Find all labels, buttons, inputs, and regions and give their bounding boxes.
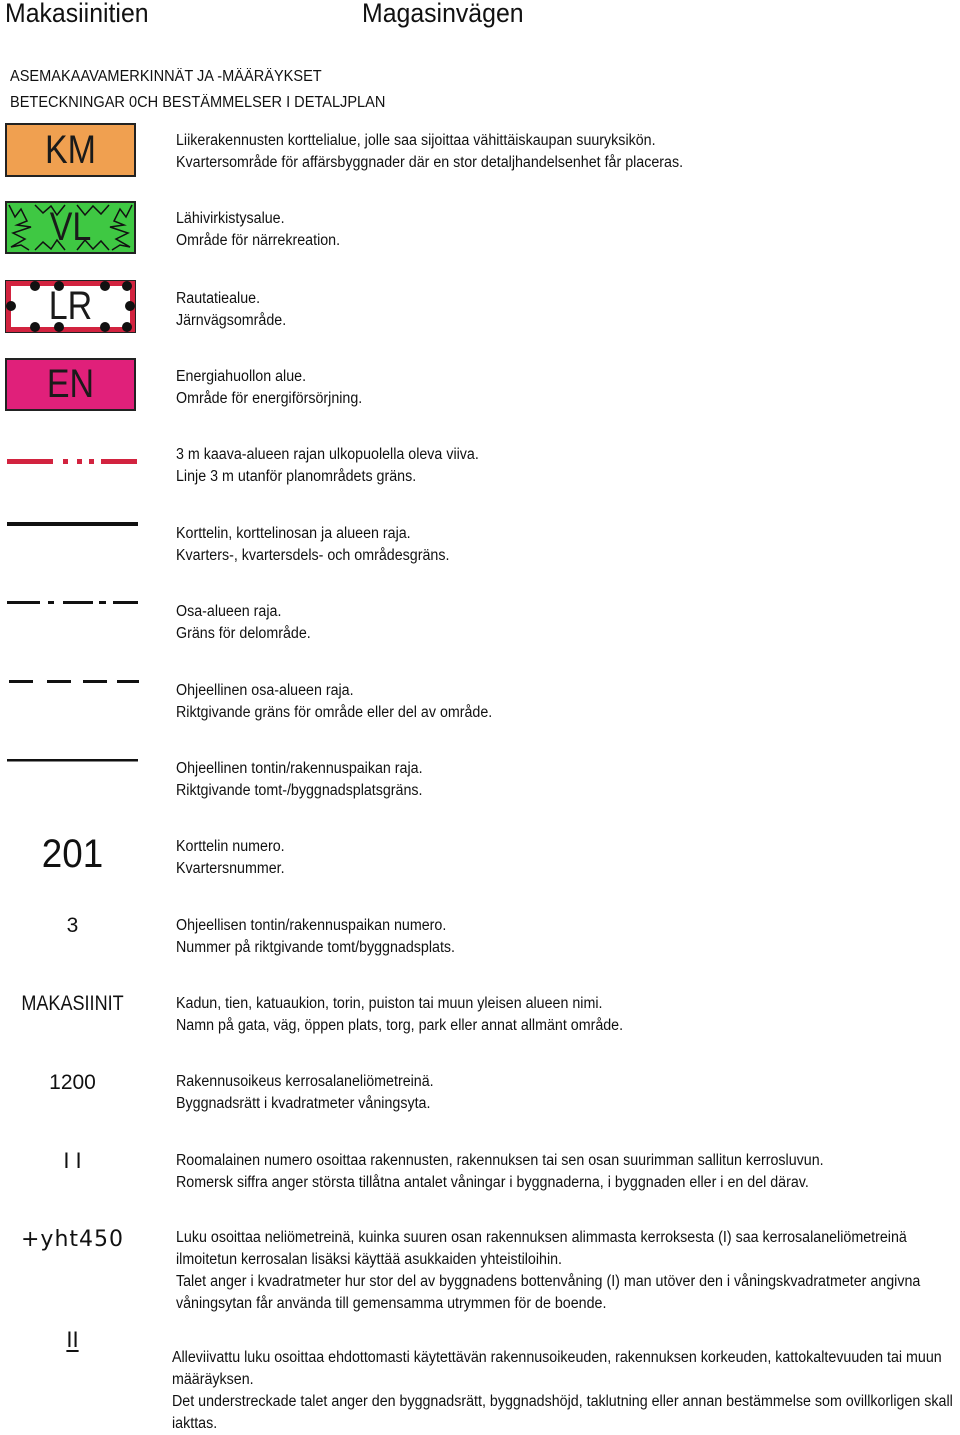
heading-finnish: ASEMAKAAVAMERKINNÄT JA -MÄÄRÄYKSET: [10, 68, 322, 85]
legend-text-sv: Gräns för delområde.: [176, 625, 311, 642]
legend-item-common-space: [176, 1227, 958, 1315]
legend-item-floor-count: [176, 1150, 824, 1194]
km-zone-symbol: [5, 123, 136, 177]
legend-item-indicative-subarea: [176, 680, 492, 724]
legend-item-subarea-boundary: [176, 601, 311, 645]
legend-text-fi: Alleviivattu luku osoittaa ehdottomasti käytettävän rakennusoikeuden, rakennuksen korkeuden, kattokaltevuuden tai muun määräyksen.: [172, 1349, 942, 1388]
legend-text-sv: Romersk siffra anger största tillåtna antalet våningar i byggnaderna, i byggnaden eller i en del därav.: [176, 1174, 809, 1191]
legend-text-sv: Talet anger i kvadratmeter hur stor del av byggnadens bottenvåning (I) man utöver den i våningskvadratmeter angivna våningsytan får använda till gemensamma utrymmen för de boende.: [176, 1273, 921, 1312]
legend-item-block-boundary: [176, 523, 449, 567]
legend-text-fi: Roomalainen numero osoittaa rakennusten, rakennuksen tai sen osan suurimman sallitun kerrosluvun.: [176, 1152, 824, 1169]
legend-text-fi: Ohjeellinen osa-alueen raja.: [176, 682, 354, 699]
legend-text-sv: Linje 3 m utanför planområdets gräns.: [176, 468, 417, 485]
building-right-symbol: 1200: [49, 1071, 96, 1094]
underlined-number: II: [66, 1327, 79, 1352]
legend-text-fi: Ohjeellinen tontin/rakennuspaikan raja.: [176, 760, 423, 777]
legend-text-sv: Kvarters-, kvartersdels- och områdesgräns.: [176, 547, 450, 564]
legend-text-fi: 3 m kaava-alueen rajan ulkopuolella oleva viiva.: [176, 446, 479, 463]
legend-item-lr: [176, 288, 286, 332]
legend-text-fi: Luku osoittaa neliömetreinä, kuinka suuren osan rakennuksen alimmasta kerroksesta (I) saa kerrosalaneliömetreinä ilmoitetun kerrosalan lisäksi käyttää asukkaiden yhteistiloihin.: [176, 1229, 907, 1268]
legend-item-indicative-plot: [176, 758, 423, 802]
legend-text-sv: Kvartersnummer.: [176, 860, 285, 877]
legend-text-sv: Det understreckade talet anger den byggnadsrätt, byggnadshöjd, taklutning eller annan bestämmelse som ovillkorligen skall iakttas.: [172, 1393, 953, 1432]
common-space-symbol: +yht450: [20, 1227, 124, 1252]
lr-zone-symbol: [5, 280, 136, 333]
legend-text-sv: Namn på gata, väg, öppen plats, torg, park eller annat allmänt område.: [176, 1017, 624, 1034]
legend-text-sv: Kvartersområde för affärsbyggnader där en stor detaljhandelsenhet får placeras.: [176, 154, 684, 171]
legend-text-sv: Område för energiförsörjning.: [176, 390, 363, 407]
legend-text-fi: Korttelin numero.: [176, 838, 285, 855]
en-label: EN: [46, 362, 95, 406]
legend-item-km: [176, 130, 683, 174]
indicative-plot-line-symbol: [5, 756, 140, 766]
block-boundary-line-symbol: [5, 519, 140, 529]
floor-count-symbol: I I: [63, 1148, 82, 1173]
indicative-subarea-line-symbol: [5, 677, 140, 687]
legend-text-fi: Rakennusoikeus kerrosalaneliömetreinä.: [176, 1073, 434, 1090]
block-number-symbol: 201: [41, 832, 104, 876]
legend-text-fi: Rautatiealue.: [176, 290, 261, 307]
vl-label: VL: [49, 205, 92, 249]
mandatory-value-symbol: [5, 1327, 140, 1353]
title-swedish: Magasinvägen: [362, 0, 524, 28]
vl-zone-symbol: [5, 201, 136, 254]
title-finnish: Makasiinitien: [5, 0, 149, 28]
legend-item-building-right: [176, 1071, 434, 1115]
street-name-symbol: MAKASIINIT: [21, 992, 124, 1015]
legend-text-fi: Korttelin, korttelinosan ja alueen raja.: [176, 525, 411, 542]
legend-text-fi: Liikerakennusten korttelialue, jolle saa sijoittaa vähittäiskaupan suuryksikön.: [176, 132, 656, 149]
legend-item-plot-number: [176, 915, 455, 959]
legend-item-vl: [176, 208, 340, 252]
legend-text-sv: Riktgivande tomt-/byggnadsplatsgräns.: [176, 782, 423, 799]
legend-text-sv: Nummer på riktgivande tomt/byggnadsplats.: [176, 939, 456, 956]
legend-text-fi: Lähivirkistysalue.: [176, 210, 285, 227]
legend-item-plan-boundary: [176, 444, 479, 488]
subarea-boundary-line-symbol: [5, 598, 140, 608]
plan-boundary-line-symbol: [5, 455, 140, 469]
legend-text-fi: Ohjeellisen tontin/rakennuspaikan numero.: [176, 917, 447, 934]
legend-item-street-name: [176, 993, 623, 1037]
legend-item-en: [176, 366, 362, 410]
legend-item-mandatory-value: [172, 1347, 954, 1435]
km-label: KM: [45, 127, 96, 172]
legend-text-sv: Område för närrekreation.: [176, 232, 341, 249]
legend-text-fi: Kadun, tien, katuaukion, torin, puiston tai muun yleisen alueen nimi.: [176, 995, 603, 1012]
en-zone-symbol: [5, 358, 136, 411]
legend-text-sv: Riktgivande gräns för område eller del av område.: [176, 704, 493, 721]
plot-number-symbol: 3: [66, 914, 79, 937]
lr-label: LR: [48, 284, 93, 328]
heading-swedish: BETECKNINGAR 0CH BESTÄMMELSER I DETALJPLAN: [10, 94, 386, 111]
legend-text-sv: Järnvägsområde.: [176, 312, 287, 329]
legend-text-fi: Energiahuollon alue.: [176, 368, 307, 385]
legend-text-fi: Osa-alueen raja.: [176, 603, 282, 620]
legend-item-block-number: [176, 836, 285, 880]
legend-text-sv: Byggnadsrätt i kvadratmeter våningsyta.: [176, 1095, 431, 1112]
